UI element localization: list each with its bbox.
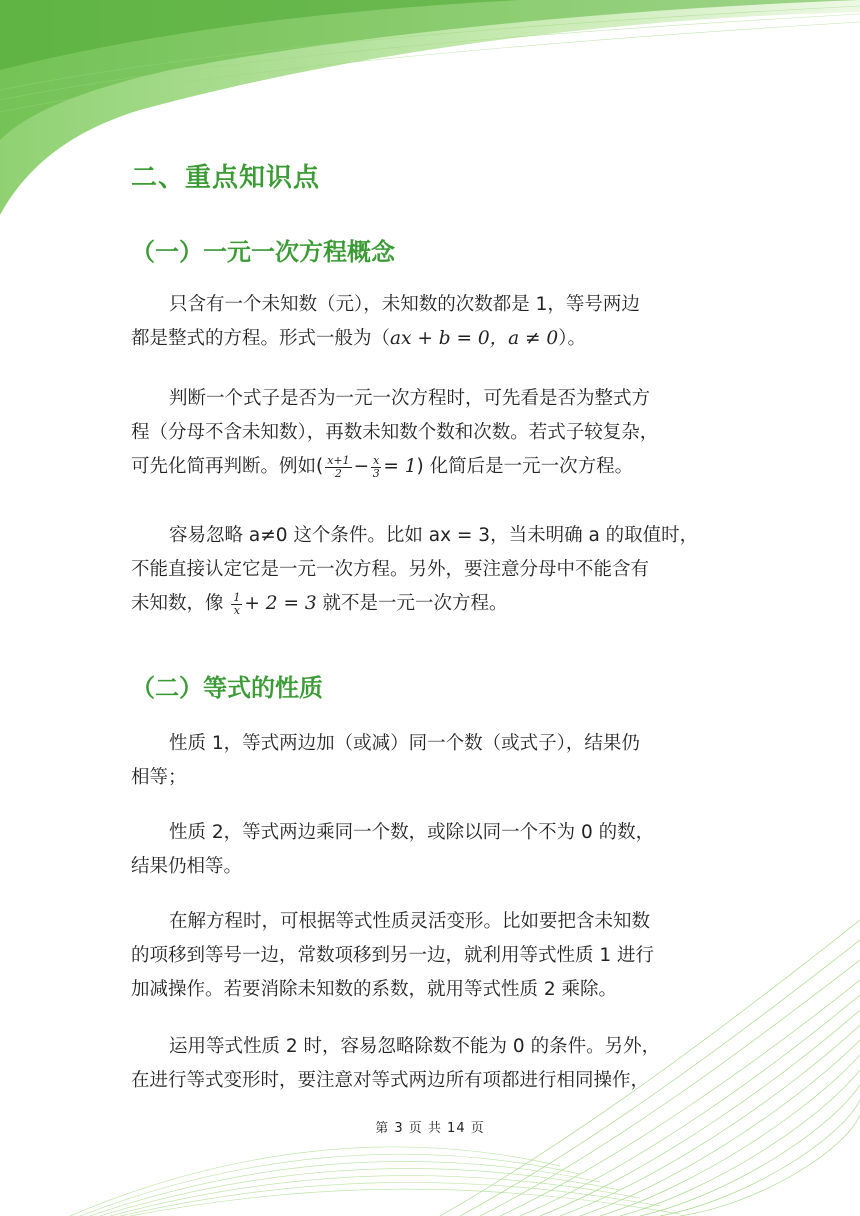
equation-standard-form: ax + b = 0，a ≠ 0 (390, 328, 559, 349)
subsection-1-title: （一）一元一次方程概念 (131, 238, 395, 266)
text-line: 容易忽略 a≠0 这个条件。比如 ax = 3，当未明确 a 的取值时， (169, 525, 699, 546)
paragraph-judgement (131, 382, 733, 484)
text-fragment: 就不是一元一次方程。 (322, 593, 508, 614)
paragraph-property-2-caution (131, 1030, 733, 1098)
text-line: 加减操作。若要消除未知数的系数，就用等式性质 2 乘除。 (131, 979, 618, 1000)
fraction-1-over-x (231, 592, 242, 617)
paragraph-caution (131, 519, 733, 621)
denominator: x (233, 603, 241, 617)
page-number: 第 3 页 共 14 页 (375, 1121, 485, 1136)
minus-sign: − (353, 456, 370, 477)
text-line: 性质 1，等式两边加（或减）同一个数（或式子），结果仍 (169, 733, 640, 754)
text-fragment: 未知数，像 (131, 593, 224, 614)
paragraph-property-1 (131, 727, 733, 795)
text-line: 判断一个式子是否为一元一次方程时，可先看是否为整式方 (169, 388, 651, 409)
denominator: 2 (334, 466, 342, 480)
fraction-x-plus-1-over-2 (325, 455, 351, 480)
paragraph-definition (131, 288, 733, 356)
text-line: 程（分母不含未知数），再数未知数个数和次数。若式子较复杂， (131, 422, 659, 443)
fraction-x-over-3 (371, 455, 381, 480)
text-line: 只含有一个未知数（元），未知数的次数都是 1，等号两边 (169, 294, 640, 315)
text-line (131, 450, 733, 484)
numerator: x+1 (327, 453, 350, 467)
text-line: 运用等式性质 2 时，容易忽略除数不能为 0 的条件。另外， (169, 1036, 661, 1057)
denominator: 3 (372, 466, 380, 480)
text-fragment: ）。 (558, 328, 586, 349)
paragraph-property-2 (131, 816, 733, 884)
text-line: 不能直接认定它是一元一次方程。另外，要注意分母中不能含有 (131, 559, 650, 580)
equation-fragment: + 2 = 3 (244, 593, 317, 614)
text-fragment: ) 化简后是一元一次方程。 (416, 456, 634, 477)
paragraph-application (131, 905, 733, 1007)
text-line (131, 322, 733, 356)
text-line (131, 587, 733, 621)
text-fragment: 可先化简再判断。例如( (131, 456, 324, 477)
numerator: 1 (233, 590, 241, 604)
text-line: 在解方程时，可根据等式性质灵活变形。比如要把含未知数 (169, 911, 651, 932)
numerator: x (373, 453, 380, 467)
text-line: 结果仍相等。 (131, 856, 243, 877)
text-line: 的项移到等号一边，常数项移到另一边，就利用等式性质 1 进行 (131, 945, 655, 966)
text-line: 在进行等式变形时，要注意对等式两边所有项都进行相同操作， (131, 1070, 650, 1091)
equals-one: = 1 (383, 456, 417, 477)
subsection-2-title: （二）等式的性质 (131, 674, 323, 702)
text-line: 相等； (131, 767, 187, 788)
section-title: 二、重点知识点 (131, 163, 321, 193)
text-line: 性质 2，等式两边乘同一个数，或除以同一个不为 0 的数， (169, 822, 655, 843)
text-fragment: 都是整式的方程。形式一般为（ (131, 328, 391, 349)
